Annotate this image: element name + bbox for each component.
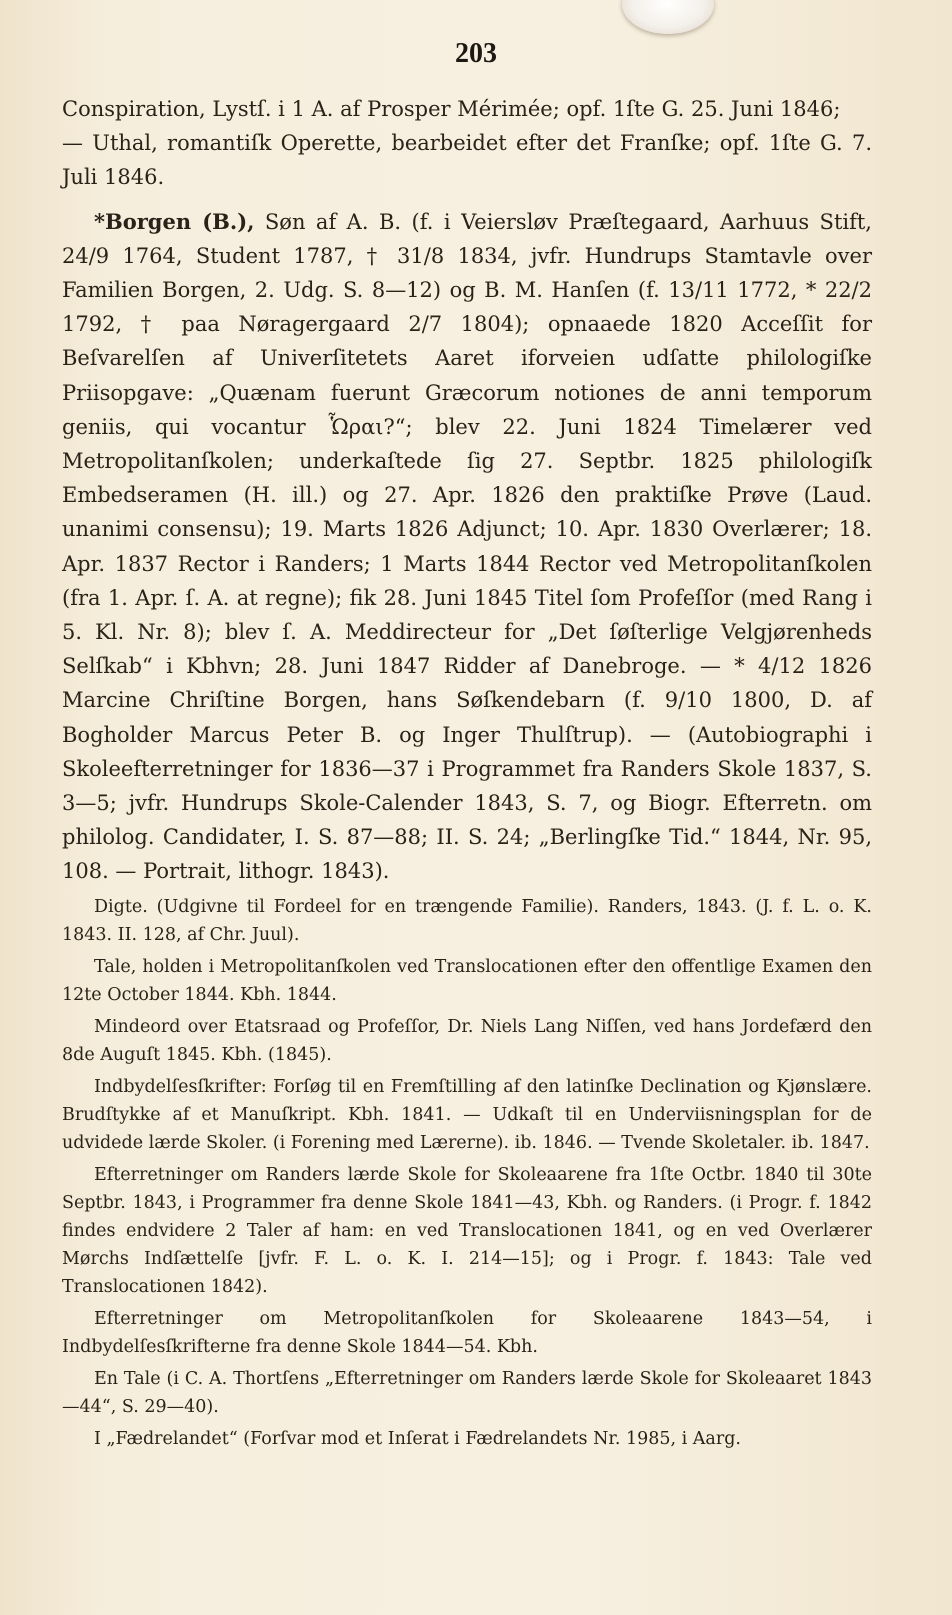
binding-hole — [622, 0, 714, 34]
work-item: Efterretninger om Randers lærde Skole for Skoleaarene fra 1ſte Octbr. 1840 til 30te Septbr. 1843, i Programmer fra denne Skole 1841—43, Kbh. og Randers. (i Progr. f. 1842 findes endvidere 2 Taler af ham: en ved Translocationen 1841, og en ved Overlærer Mørchs Indſættelſe [jvfr. F. L. o. K. I. 214—15]; og i Progr. f. 1843: Tale ved Translocationen 1842). — [62, 1164, 872, 1297]
work-item: En Tale (i C. A. Thortſens „Efterretninger om Randers lærde Skole for Skoleaaret 1843—44“, S. 29—40). — [62, 1368, 872, 1417]
work-item: I „Fædrelandet“ (Forſvar mod et Inſerat i Fædrelandets Nr. 1985, i Aarg. — [94, 1428, 741, 1449]
page-number: 203 — [455, 38, 497, 69]
work-item: Mindeord over Etatsraad og Profeſſor, Dr. Niels Lang Niſſen, ved hans Jordefærd den 8de Auguſt 1845. Kbh. (1845). — [62, 1016, 872, 1065]
work-item: Tale, holden i Metropolitanſkolen ved Translocationen efter den offentlige Examen den 12te October 1844. Kbh. 1844. — [62, 956, 872, 1005]
work-item: Efterretninger om Metropolitanſkolen for Skoleaarene 1843—54, i Indbydelſesſkrifterne fra denne Skole 1844—54. Kbh. — [62, 1308, 872, 1357]
work-item: Digte. (Udgivne til Fordeel for en trængende Familie). Randers, 1843. (J. f. L. o. K. 1843. II. 128, af Chr. Juul). — [62, 896, 872, 945]
entry-name: *Borgen (B.), — [94, 208, 255, 234]
work-item: Indbydelſesſkrifter: Forſøg til en Fremſtilling af den latinſke Declination og Kjønslære. Brudſtykke af et Manuſkript. Kbh. 1841. — Udkaſt til en Underviisningsplan for de udvidede lærde Skoler. (i Forening med Lærerne). ib. 1846. — Tvende Skoletaler. ib. 1847. — [62, 1076, 872, 1153]
page-text — [62, 92, 872, 1453]
intro-line: — Uthal, romantiſk Operette, bearbeidet efter det Franſke; opf. 1ſte G. 7. Juli 1846. — [62, 131, 872, 190]
intro-line: Conspiration, Lystſ. i 1 A. af Prosper Mérimée; opf. 1ſte G. 25. Juni 1846; — [62, 97, 841, 121]
biography-entry — [62, 205, 872, 889]
entry-body: Søn af A. B. (f. i Veiersløv Præſtegaard, Aarhuus Stift, 24/9 1764, Student 1787, † 31/8 1834, jvfr. Hundrups Stamtavle over Familien Borgen, 2. Udg. S. 8—12) og B. M. Hanſen (f. 13/11 1772, * 22/2 1792, † paa Nøragergaard 2/7 1804); opnaaede 1820 Acceſſit for Beſvarelſen af Univerſitetets Aaret iforveien udſatte philologiſke Priisopgave: „Quænam fuerunt Græcorum notiones de anni temporum geniis, qui vocantur Ὧραι?“; blev 22. Juni 1824 Timelærer ved Metropolitanſkolen; underkaſtede ſig 27. Septbr. 1825 philologiſk Embedseramen (H. ill.) og 27. Apr. 1826 den praktiſke Prøve (Laud. unanimi consensu); 19. Marts 1826 Adjunct; 10. Apr. 1830 Overlærer; 18. Apr. 1837 Rector i Randers; 1 Marts 1844 Rector ved Metropolitanſkolen (fra 1. Apr. ſ. A. at regne); fik 28. Juni 1845 Titel ſom Profeſſor (med Rang i 5. Kl. Nr. 8); blev ſ. A. Meddirecteur for „Det ſøſterlige Velgjørenheds Selſkab“ i Kbhvn; 28. Juni 1847 Ridder af Danebroge. — * 4/12 1826 Marcine Chriſtine Borgen, hans Søſkendebarn (f. 9/10 1800, D. af Bogholder Marcus Peter B. og Inger Thulſtrup). — (Autobiographi i Skoleefterretninger for 1836—37 i Programmet fra Randers Skole 1837, S. 3—5; jvfr. Hundrups Skole-Calender 1843, S. 7, og Biogr. Efterretn. om philolog. Candidater, I. S. 87—88; II. S. 24; „Berlingſke Tid.“ 1844, Nr. 95, 108. — Portrait, lithogr. 1843). — [62, 209, 872, 884]
